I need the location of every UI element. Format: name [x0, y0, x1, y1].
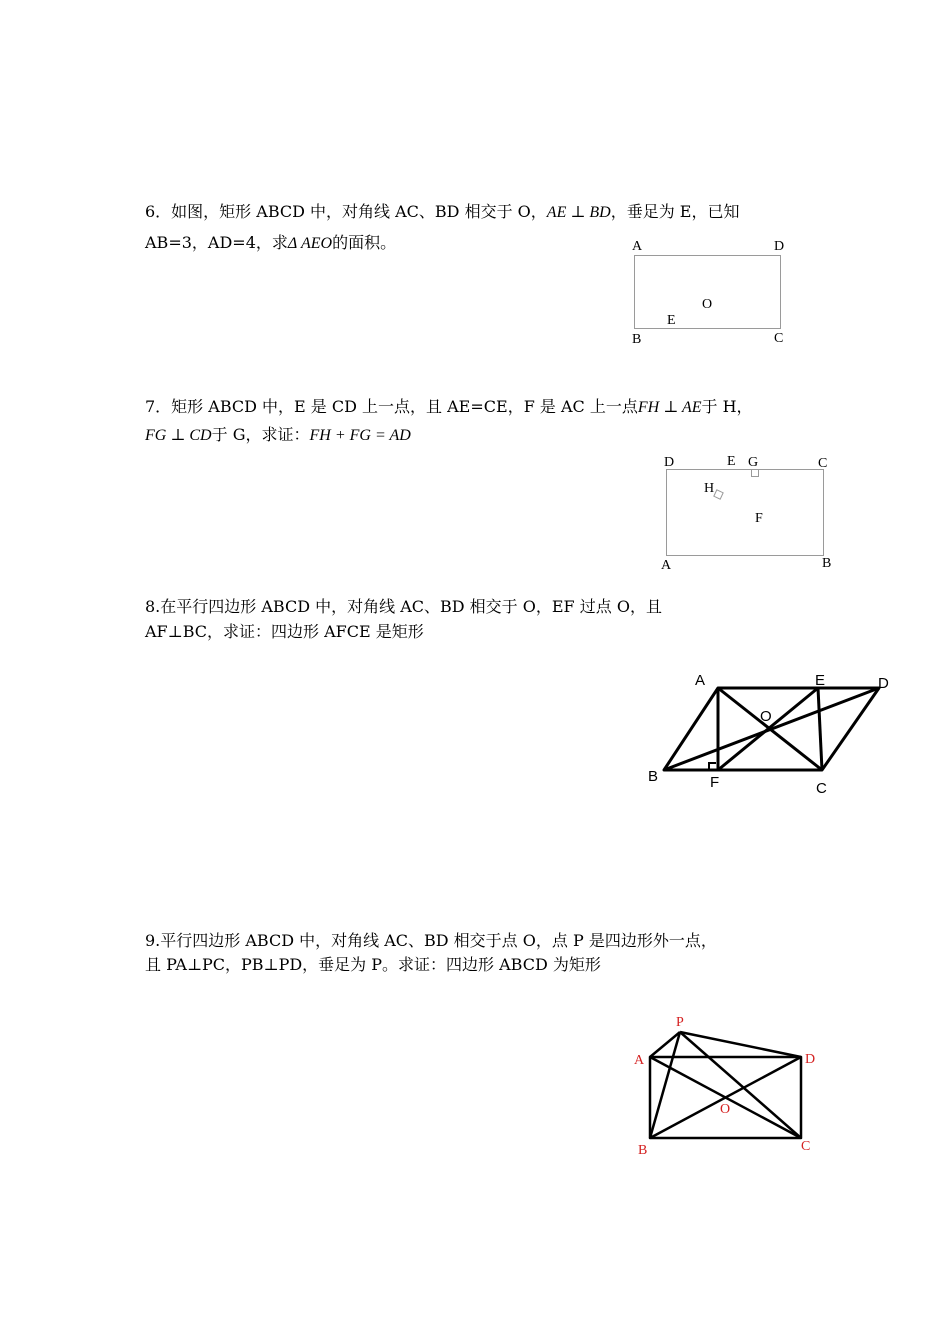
p7-rectangle — [667, 470, 824, 556]
p7-figure — [655, 448, 845, 578]
p6-label-a: A — [632, 239, 643, 254]
p9-line1: 9.平行四边形 ABCD 中，对角线 AC、BD 相交于点 O，点 P 是四边形外一点， — [145, 931, 717, 950]
p8-label-e: E — [815, 672, 826, 689]
p8-label-a: A — [695, 672, 706, 689]
p9-figure — [625, 1005, 825, 1165]
p7-label-e: E — [727, 454, 736, 469]
p6-label-o: O — [702, 297, 713, 312]
p6-label-d: D — [774, 239, 785, 254]
p8-diagonal-bd — [664, 688, 879, 770]
p7-right-angle-g — [752, 470, 759, 477]
p7-math-fh-perp-ae: FH ⊥ AE — [637, 399, 702, 416]
p8-line2: AF⊥BC，求证：四边形 AFCE 是矩形 — [145, 622, 424, 641]
p8-label-c: C — [816, 780, 827, 797]
p7-label-b: B — [822, 556, 832, 571]
p8-figure — [640, 665, 900, 805]
p6-label-e: E — [667, 313, 676, 328]
p7-math-fg-perp-cd: FG ⊥ CD — [145, 427, 212, 444]
p7-line1: 7．矩形 ABCD 中，E 是 CD 上一点，且 AE=CE，F 是 AC 上一点FH ⊥ AE于 H， — [145, 397, 753, 416]
p7-math-fh-plus-fg: FH + FG = AD — [309, 427, 411, 444]
p6-math-triangle-aeo: Δ AEO — [287, 235, 333, 252]
p8-line1: 8.在平行四边形 ABCD 中，对角线 AC、BD 相交于 O，EF 过点 O，且 — [145, 597, 662, 616]
p7-line2: FG ⊥ CD于 G，求证：FH + FG = AD — [145, 425, 411, 444]
p9-label-d: D — [805, 1052, 816, 1067]
p9-label-o: O — [720, 1102, 731, 1117]
p7-label-g: G — [748, 455, 759, 470]
p9-segment-pc — [680, 1032, 801, 1138]
p6-figure — [620, 230, 800, 350]
p7-label-a: A — [661, 558, 672, 573]
p9-segment-pb — [650, 1032, 680, 1138]
p8-label-f: F — [710, 774, 720, 791]
p7-label-c: C — [818, 456, 828, 471]
p6-math-ae-perp-bd: AE ⊥ BD — [546, 204, 611, 221]
p8-label-d: D — [878, 675, 889, 692]
p9-label-p: P — [676, 1015, 684, 1030]
p9-label-b: B — [638, 1143, 648, 1158]
p6-label-c: C — [774, 331, 784, 346]
p6-rectangle — [635, 256, 781, 329]
p6-line1: 6．如图，矩形 ABCD 中，对角线 AC、BD 相交于 O，AE ⊥ BD，垂足为 E，已知 — [145, 202, 740, 221]
p9-segment-pd — [680, 1032, 801, 1057]
p8-label-b: B — [648, 768, 659, 785]
p9-label-c: C — [801, 1139, 811, 1154]
p9-label-a: A — [634, 1053, 645, 1068]
p9-line2: 且 PA⊥PC，PB⊥PD，垂足为 P。求证：四边形 ABCD 为矩形 — [145, 955, 601, 974]
p6-label-b: B — [632, 332, 642, 347]
p7-label-f: F — [755, 511, 763, 526]
p7-label-h: H — [704, 481, 715, 496]
p7-right-angle-h — [714, 490, 723, 499]
p7-label-d: D — [664, 455, 675, 470]
p8-segment-ec — [818, 688, 822, 770]
p8-label-o: O — [760, 708, 772, 725]
p6-line2: AB=3，AD=4，求Δ AEO的面积。 — [145, 233, 397, 252]
